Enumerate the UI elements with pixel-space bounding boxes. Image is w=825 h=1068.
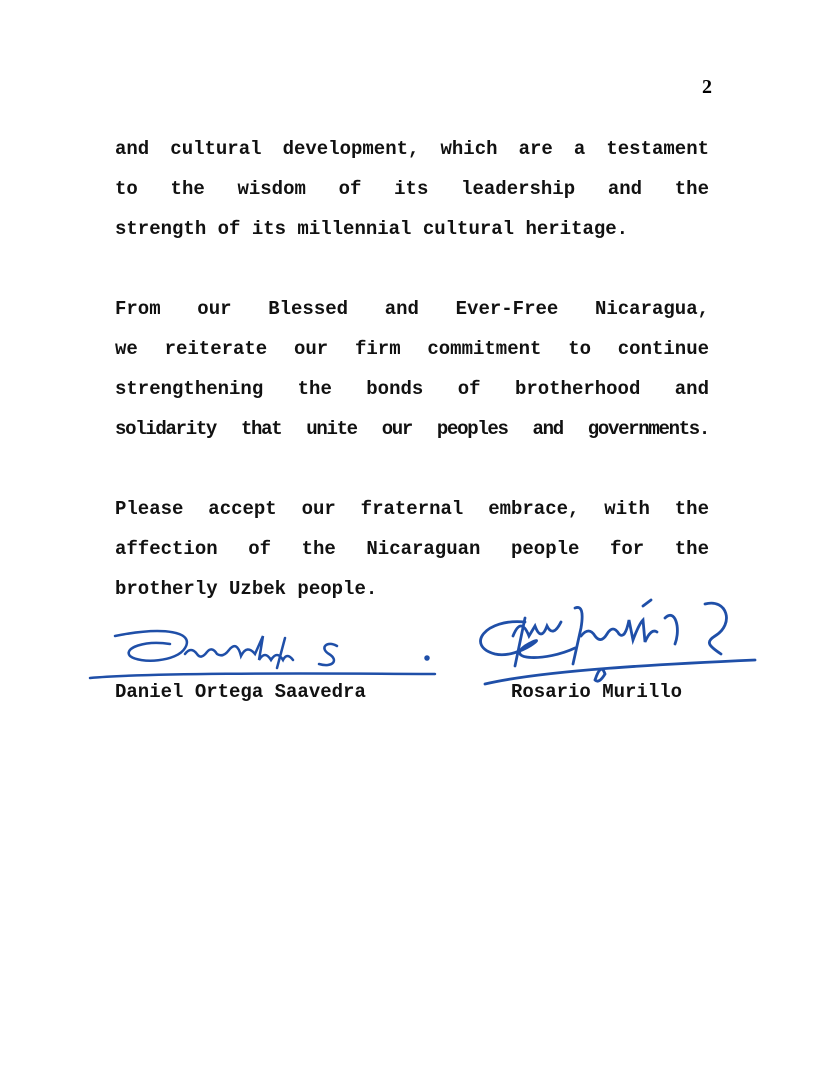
paragraph-1 [115, 129, 709, 249]
signatory-name-ortega: Daniel Ortega Saavedra [115, 681, 366, 703]
text-line: to the wisdom of its leadership and the [115, 178, 709, 200]
signatory-name-murillo: Rosario Murillo [511, 681, 683, 703]
text-line: and cultural development, which are a testament [115, 138, 709, 160]
page-number: 2 [702, 76, 712, 98]
text-line: solidarity that unite our peoples and governments. [115, 418, 709, 440]
text-line: brotherly Uzbek people. [115, 578, 378, 600]
text-line: we reiterate our firm commitment to continue [115, 338, 709, 360]
paragraph-2 [115, 289, 709, 449]
signature-ortega [85, 618, 445, 688]
text-line: strength of its millennial cultural heritage. [115, 218, 629, 240]
text-line: affection of the Nicaraguan people for the [115, 538, 709, 560]
text-line: From our Blessed and Ever-Free Nicaragua, [115, 298, 709, 320]
text-line: Please accept our fraternal embrace, with the [115, 498, 709, 520]
text-line: strengthening the bonds of brotherhood and [115, 378, 709, 400]
